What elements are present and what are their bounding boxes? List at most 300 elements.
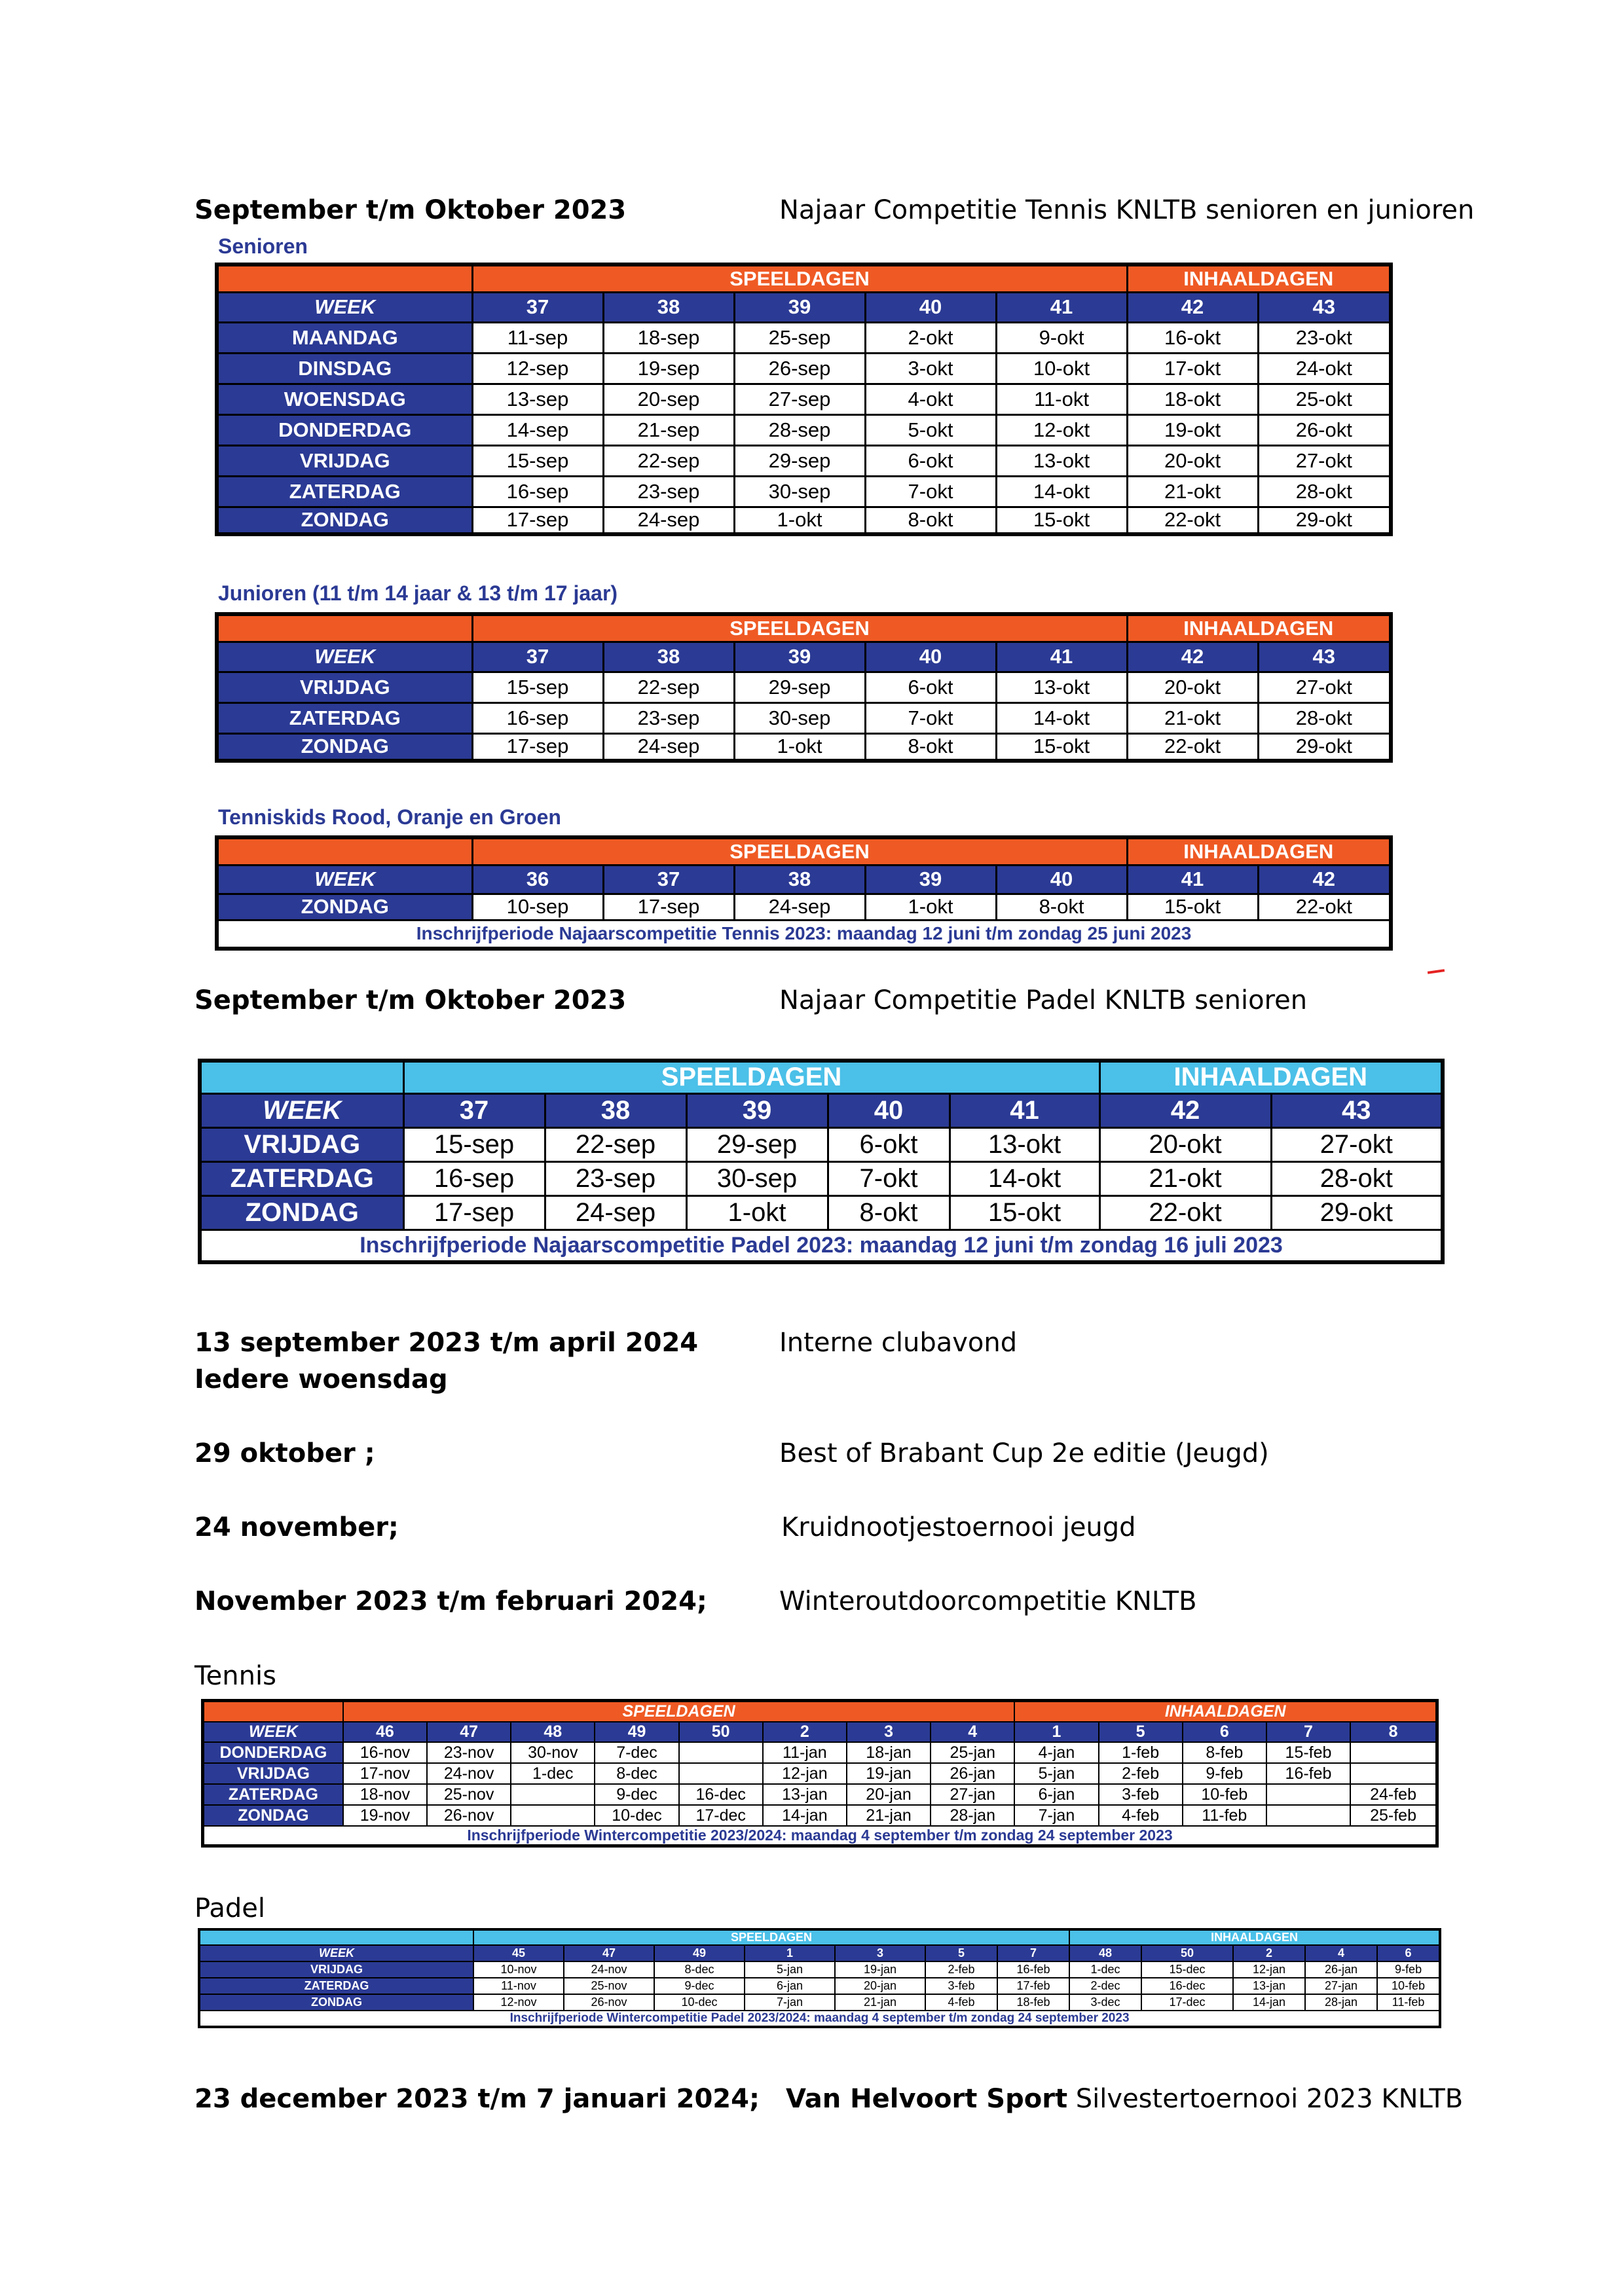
date-cell: 5-okt: [865, 414, 996, 445]
winter-tennis-week-number: 49: [595, 1722, 678, 1742]
tenniskids-row-zondag: [217, 894, 1391, 920]
day-label: DONDERDAG: [217, 414, 472, 445]
date-cell: 28-sep: [734, 414, 865, 445]
date-cell: 26-okt: [1258, 414, 1391, 445]
date-cell: 17-feb: [997, 1978, 1069, 1994]
date-cell: 8-feb: [1183, 1742, 1266, 1763]
winter-tennis-row-donderdag: [203, 1742, 1437, 1763]
day-label: DINSDAG: [217, 353, 472, 384]
padel-najaar-row-zondag: [200, 1195, 1443, 1230]
winter-tennis-row-zondag: [203, 1805, 1437, 1826]
date-cell: 7-jan: [1014, 1805, 1098, 1826]
day-label: ZONDAG: [199, 1994, 473, 2011]
brabant-date: 29 oktober ;: [194, 1438, 375, 1468]
date-cell: 8-okt: [828, 1195, 950, 1230]
date-cell: 10-nov: [473, 1961, 564, 1978]
tenniskids-corner: [217, 837, 472, 865]
date-cell: 5-jan: [745, 1961, 835, 1978]
date-cell: 21-okt: [1127, 476, 1258, 507]
date-cell: 17-okt: [1127, 353, 1258, 384]
date-cell: 24-sep: [603, 733, 734, 761]
senioren-week-label: WEEK: [217, 292, 472, 322]
padel-najaar-week-number: 40: [828, 1093, 950, 1127]
date-cell: 27-okt: [1258, 672, 1391, 702]
tenniskids-table: [215, 835, 1393, 951]
day-label: ZONDAG: [217, 894, 472, 920]
date-cell: 17-dec: [679, 1805, 763, 1826]
date-cell: 10-sep: [472, 894, 603, 920]
winter-padel-week-number: 4: [1305, 1945, 1377, 1961]
date-cell: 21-jan: [835, 1994, 925, 2011]
date-cell: 24-nov: [427, 1763, 511, 1784]
day-label: ZATERDAG: [199, 1978, 473, 1994]
date-cell: 16-sep: [472, 702, 603, 733]
junioren-inhaaldagen-header: INHAALDAGEN: [1127, 614, 1391, 642]
date-cell: 15-okt: [996, 507, 1127, 534]
junioren-week-number: 40: [865, 642, 996, 672]
winter-tennis-table: [201, 1699, 1439, 1848]
clubavond-title: Interne clubavond: [779, 1328, 1018, 1358]
date-cell: 16-feb: [997, 1961, 1069, 1978]
date-cell: 8-dec: [654, 1961, 745, 1978]
date-cell: 14-okt: [996, 702, 1127, 733]
senioren-row-donderdag: [217, 414, 1391, 445]
date-cell: 15-sep: [472, 672, 603, 702]
date-cell: 25-jan: [931, 1742, 1014, 1763]
junioren-row-zaterdag: [217, 702, 1391, 733]
winter-padel-week-number: 47: [564, 1945, 654, 1961]
date-cell: 10-okt: [996, 353, 1127, 384]
date-cell: 19-nov: [343, 1805, 427, 1826]
date-cell: 24-sep: [603, 507, 734, 534]
senioren-week-number: 39: [734, 292, 865, 322]
date-cell: 1-okt: [734, 507, 865, 534]
date-cell: 7-jan: [745, 1994, 835, 2011]
date-cell: 17-sep: [472, 507, 603, 534]
date-cell: 9-dec: [595, 1784, 678, 1805]
day-label: ZONDAG: [203, 1805, 343, 1826]
senioren-inhaaldagen-header: INHAALDAGEN: [1127, 264, 1391, 292]
date-cell: 22-sep: [603, 672, 734, 702]
date-cell: 29-okt: [1258, 507, 1391, 534]
date-cell: 12-jan: [1233, 1961, 1305, 1978]
date-cell: 20-jan: [847, 1784, 931, 1805]
date-cell: 28-okt: [1271, 1161, 1443, 1195]
date-cell: 29-okt: [1258, 733, 1391, 761]
date-cell: 1-okt: [734, 733, 865, 761]
date-cell: 28-okt: [1258, 702, 1391, 733]
date-cell: 13-jan: [763, 1784, 847, 1805]
senioren-week-number: 38: [603, 292, 734, 322]
winter-padel-week-number: 2: [1233, 1945, 1305, 1961]
senioren-row-dinsdag: [217, 353, 1391, 384]
date-cell: 16-sep: [472, 476, 603, 507]
day-label: ZONDAG: [200, 1195, 403, 1230]
tennis-subheading: Tennis: [194, 1661, 276, 1691]
date-cell: 20-jan: [835, 1978, 925, 1994]
date-cell: 18-okt: [1127, 384, 1258, 414]
date-cell: 30-sep: [734, 702, 865, 733]
date-cell: 3-dec: [1069, 1994, 1141, 2011]
date-cell: 17-dec: [1141, 1994, 1233, 2011]
silvester-event: [786, 2084, 1463, 2114]
date-cell: 20-sep: [603, 384, 734, 414]
junioren-week-label: WEEK: [217, 642, 472, 672]
day-label: DONDERDAG: [203, 1742, 343, 1763]
winter-tennis-week-number: 3: [847, 1722, 931, 1742]
winter-tennis-corner: [203, 1701, 343, 1722]
date-cell: [1350, 1742, 1437, 1763]
winter-tennis-week-number: 8: [1350, 1722, 1437, 1742]
date-cell: 1-dec: [1069, 1961, 1141, 1978]
date-cell: 26-sep: [734, 353, 865, 384]
date-cell: 9-feb: [1377, 1961, 1440, 1978]
day-label: ZATERDAG: [203, 1784, 343, 1805]
date-cell: 2-feb: [1099, 1763, 1183, 1784]
date-cell: 11-nov: [473, 1978, 564, 1994]
senioren-table: [215, 263, 1393, 536]
date-cell: 12-jan: [763, 1763, 847, 1784]
date-cell: 18-jan: [847, 1742, 931, 1763]
senioren-corner: [217, 264, 472, 292]
date-cell: 9-okt: [996, 322, 1127, 353]
date-cell: 2-feb: [925, 1961, 997, 1978]
winter-padel-registration-note: Inschrijfperiode Wintercompetitie Padel 2023/2024: maandag 4 september t/m zondag 24 september 2023: [199, 2011, 1440, 2027]
date-cell: 22-sep: [545, 1127, 686, 1161]
date-cell: 22-okt: [1258, 894, 1391, 920]
date-cell: 7-dec: [595, 1742, 678, 1763]
kruidnoot-date: 24 november;: [194, 1512, 399, 1542]
date-cell: [1266, 1805, 1350, 1826]
date-cell: 28-jan: [1305, 1994, 1377, 2011]
date-cell: 4-feb: [1099, 1805, 1183, 1826]
date-cell: 14-jan: [763, 1805, 847, 1826]
date-cell: 17-sep: [403, 1195, 545, 1230]
day-label: VRIJDAG: [199, 1961, 473, 1978]
date-cell: 18-feb: [997, 1994, 1069, 2011]
winter-padel-week-number: 5: [925, 1945, 997, 1961]
day-label: VRIJDAG: [217, 445, 472, 476]
date-cell: 29-sep: [686, 1127, 828, 1161]
day-label: ZONDAG: [217, 507, 472, 534]
date-cell: 23-nov: [427, 1742, 511, 1763]
date-cell: 27-okt: [1258, 445, 1391, 476]
date-cell: 24-sep: [545, 1195, 686, 1230]
date-cell: 13-okt: [996, 445, 1127, 476]
date-cell: 1-feb: [1099, 1742, 1183, 1763]
date-cell: 24-nov: [564, 1961, 654, 1978]
date-cell: 12-sep: [472, 353, 603, 384]
tenniskids-caption: Tenniskids Rood, Oranje en Groen: [218, 805, 561, 829]
date-cell: 25-okt: [1258, 384, 1391, 414]
senioren-row-zaterdag: [217, 476, 1391, 507]
date-cell: 11-feb: [1183, 1805, 1266, 1826]
winter-tennis-speeldagen-header: SPEELDAGEN: [343, 1701, 1015, 1722]
date-cell: [511, 1805, 595, 1826]
date-cell: 23-sep: [603, 702, 734, 733]
date-cell: 10-dec: [654, 1994, 745, 2011]
tenniskids-registration-note: Inschrijfperiode Najaarscompetitie Tennis 2023: maandag 12 juni t/m zondag 25 juni 2023: [217, 920, 1391, 949]
date-cell: 29-okt: [1271, 1195, 1443, 1230]
date-cell: 10-feb: [1183, 1784, 1266, 1805]
date-cell: 15-feb: [1266, 1742, 1350, 1763]
tennis-najaar-title: Najaar Competitie Tennis KNLTB senioren en junioren: [779, 195, 1475, 225]
day-label: ZATERDAG: [217, 476, 472, 507]
date-cell: 18-nov: [343, 1784, 427, 1805]
date-cell: 14-okt: [996, 476, 1127, 507]
date-cell: 13-sep: [472, 384, 603, 414]
date-cell: 8-dec: [595, 1763, 678, 1784]
tenniskids-week-number: 40: [996, 865, 1127, 894]
date-cell: 17-sep: [603, 894, 734, 920]
winter-padel-week-number: 6: [1377, 1945, 1440, 1961]
senioren-caption: Senioren: [218, 234, 308, 258]
winter-padel-week-number: 49: [654, 1945, 745, 1961]
padel-najaar-week-number: 42: [1099, 1093, 1271, 1127]
date-cell: 16-sep: [403, 1161, 545, 1195]
winter-tennis-week-number: 47: [427, 1722, 511, 1742]
date-cell: 17-nov: [343, 1763, 427, 1784]
winter-padel-row-zondag: [199, 1994, 1440, 2011]
date-cell: 27-jan: [931, 1784, 1014, 1805]
junioren-row-vrijdag: [217, 672, 1391, 702]
date-cell: 22-okt: [1127, 507, 1258, 534]
winter-padel-week-number: 45: [473, 1945, 564, 1961]
padel-najaar-week-number: 38: [545, 1093, 686, 1127]
date-cell: 27-sep: [734, 384, 865, 414]
winter-tennis-week-number: 48: [511, 1722, 595, 1742]
date-cell: [1266, 1784, 1350, 1805]
tenniskids-week-number: 42: [1258, 865, 1391, 894]
winter-tennis-row-vrijdag: [203, 1763, 1437, 1784]
date-cell: 8-okt: [996, 894, 1127, 920]
tenniskids-week-number: 37: [603, 865, 734, 894]
date-cell: 25-nov: [564, 1978, 654, 1994]
tenniskids-inhaaldagen-header: INHAALDAGEN: [1127, 837, 1391, 865]
date-cell: 8-okt: [865, 733, 996, 761]
date-cell: 16-okt: [1127, 322, 1258, 353]
winter-tennis-registration-note: Inschrijfperiode Wintercompetitie 2023/2024: maandag 4 september t/m zondag 24 september 2023: [203, 1826, 1437, 1846]
tenniskids-week-number: 39: [865, 865, 996, 894]
padel-najaar-title: Najaar Competitie Padel KNLTB senioren: [779, 985, 1308, 1015]
date-cell: 7-okt: [865, 476, 996, 507]
padel-najaar-row-vrijdag: [200, 1127, 1443, 1161]
date-cell: 3-okt: [865, 353, 996, 384]
padel-subheading: Padel: [194, 1893, 265, 1923]
date-cell: 3-feb: [1099, 1784, 1183, 1805]
date-cell: 20-okt: [1127, 445, 1258, 476]
date-cell: 25-feb: [1350, 1805, 1437, 1826]
winter-tennis-week-number: 4: [931, 1722, 1014, 1742]
date-cell: 16-nov: [343, 1742, 427, 1763]
date-cell: 10-dec: [595, 1805, 678, 1826]
winter-tennis-week-number: 7: [1266, 1722, 1350, 1742]
date-cell: 2-dec: [1069, 1978, 1141, 1994]
date-cell: 26-jan: [931, 1763, 1014, 1784]
date-cell: 6-okt: [865, 445, 996, 476]
winter-tennis-week-number: 1: [1014, 1722, 1098, 1742]
date-cell: 21-okt: [1099, 1161, 1271, 1195]
date-cell: 22-okt: [1127, 733, 1258, 761]
date-cell: 28-okt: [1258, 476, 1391, 507]
winter-padel-inhaaldagen-header: INHAALDAGEN: [1069, 1929, 1440, 1945]
date-cell: 16-dec: [1141, 1978, 1233, 1994]
date-cell: 30-sep: [686, 1161, 828, 1195]
date-cell: 23-okt: [1258, 322, 1391, 353]
junioren-caption: Junioren (11 t/m 14 jaar & 13 t/m 17 jaar): [218, 581, 618, 605]
winter-tennis-week-number: 5: [1099, 1722, 1183, 1742]
padel-najaar-corner: [200, 1061, 403, 1093]
winter-padel-table: [198, 1928, 1441, 2028]
date-cell: 15-dec: [1141, 1961, 1233, 1978]
date-cell: 4-okt: [865, 384, 996, 414]
kruidnoot-title: Kruidnootjestoernooi jeugd: [781, 1512, 1136, 1542]
date-cell: 11-okt: [996, 384, 1127, 414]
padel-najaar-row-zaterdag: [200, 1161, 1443, 1195]
padel-najaar-inhaaldagen-header: INHAALDAGEN: [1099, 1061, 1443, 1093]
padel-najaar-speeldagen-header: SPEELDAGEN: [403, 1061, 1099, 1093]
senioren-speeldagen-header: SPEELDAGEN: [472, 264, 1127, 292]
padel-najaar-week-label: WEEK: [200, 1093, 403, 1127]
date-cell: 22-sep: [603, 445, 734, 476]
date-cell: 12-okt: [996, 414, 1127, 445]
date-cell: 6-jan: [1014, 1784, 1098, 1805]
date-cell: 4-jan: [1014, 1742, 1098, 1763]
date-cell: 20-okt: [1127, 672, 1258, 702]
padel-najaar-registration-note: Inschrijfperiode Najaarscompetitie Padel 2023: maandag 12 juni t/m zondag 16 juli 2023: [200, 1230, 1443, 1262]
winter-padel-week-number: 3: [835, 1945, 925, 1961]
date-cell: 1-dec: [511, 1763, 595, 1784]
clubavond-frequency: Iedere woensdag: [194, 1364, 448, 1394]
date-cell: 24-sep: [734, 894, 865, 920]
date-cell: 14-sep: [472, 414, 603, 445]
date-cell: 11-feb: [1377, 1994, 1440, 2011]
date-cell: 20-okt: [1099, 1127, 1271, 1161]
date-cell: 19-jan: [847, 1763, 931, 1784]
date-cell: 26-nov: [427, 1805, 511, 1826]
winter-tennis-week-number: 6: [1183, 1722, 1266, 1742]
date-cell: 9-feb: [1183, 1763, 1266, 1784]
date-cell: 23-sep: [545, 1161, 686, 1195]
date-cell: [679, 1763, 763, 1784]
junioren-week-number: 39: [734, 642, 865, 672]
date-cell: 29-sep: [734, 672, 865, 702]
date-cell: 28-jan: [931, 1805, 1014, 1826]
senioren-row-zondag: [217, 507, 1391, 534]
date-cell: 24-feb: [1350, 1784, 1437, 1805]
junioren-week-number: 43: [1258, 642, 1391, 672]
date-cell: 15-sep: [403, 1127, 545, 1161]
date-cell: 21-jan: [847, 1805, 931, 1826]
date-cell: 13-okt: [950, 1127, 1099, 1161]
junioren-row-zondag: [217, 733, 1391, 761]
date-cell: 11-jan: [763, 1742, 847, 1763]
date-cell: 14-jan: [1233, 1994, 1305, 2011]
winter-padel-row-vrijdag: [199, 1961, 1440, 1978]
date-cell: 13-jan: [1233, 1978, 1305, 1994]
date-cell: 19-jan: [835, 1961, 925, 1978]
date-cell: 1-okt: [865, 894, 996, 920]
winter-tennis-inhaaldagen-header: INHAALDAGEN: [1014, 1701, 1437, 1722]
day-label: MAANDAG: [217, 322, 472, 353]
date-cell: 12-nov: [473, 1994, 564, 2011]
date-cell: 19-okt: [1127, 414, 1258, 445]
date-cell: 19-sep: [603, 353, 734, 384]
winter-tennis-row-zaterdag: [203, 1784, 1437, 1805]
date-cell: 30-nov: [511, 1742, 595, 1763]
winter-title: Winteroutdoorcompetitie KNLTB: [779, 1586, 1197, 1616]
date-cell: 6-okt: [828, 1127, 950, 1161]
day-label: VRIJDAG: [217, 672, 472, 702]
date-cell: 6-okt: [865, 672, 996, 702]
winter-date: November 2023 t/m februari 2024;: [194, 1586, 707, 1616]
date-cell: 1-okt: [686, 1195, 828, 1230]
date-cell: 27-jan: [1305, 1978, 1377, 1994]
date-cell: 6-jan: [745, 1978, 835, 1994]
date-cell: [1350, 1763, 1437, 1784]
senioren-week-number: 41: [996, 292, 1127, 322]
silvester-title: Silvestertoernooi 2023 KNLTB: [1075, 2084, 1464, 2114]
date-cell: 5-jan: [1014, 1763, 1098, 1784]
date-cell: [679, 1742, 763, 1763]
date-cell: 25-sep: [734, 322, 865, 353]
padel-najaar-week-number: 37: [403, 1093, 545, 1127]
date-cell: 15-okt: [950, 1195, 1099, 1230]
date-cell: 16-dec: [679, 1784, 763, 1805]
padel-najaar-week-number: 39: [686, 1093, 828, 1127]
winter-padel-row-zaterdag: [199, 1978, 1440, 1994]
date-cell: 21-sep: [603, 414, 734, 445]
senioren-row-maandag: [217, 322, 1391, 353]
senioren-week-number: 42: [1127, 292, 1258, 322]
winter-padel-week-number: 50: [1141, 1945, 1233, 1961]
date-cell: 3-feb: [925, 1978, 997, 1994]
date-cell: 21-okt: [1127, 702, 1258, 733]
tenniskids-week-number: 36: [472, 865, 603, 894]
padel-najaar-table: [198, 1059, 1445, 1264]
date-cell: 15-okt: [1127, 894, 1258, 920]
date-cell: 25-nov: [427, 1784, 511, 1805]
day-label: ZATERDAG: [217, 702, 472, 733]
date-cell: 24-okt: [1258, 353, 1391, 384]
date-cell: 10-feb: [1377, 1978, 1440, 1994]
junioren-week-number: 42: [1127, 642, 1258, 672]
clubavond-date: 13 september 2023 t/m april 2024: [194, 1328, 699, 1358]
junioren-week-number: 38: [603, 642, 734, 672]
date-cell: 11-sep: [472, 322, 603, 353]
senioren-week-number: 37: [472, 292, 603, 322]
date-cell: 30-sep: [734, 476, 865, 507]
padel-najaar-week-number: 41: [950, 1093, 1099, 1127]
date-cell: 26-jan: [1305, 1961, 1377, 1978]
winter-padel-week-number: 1: [745, 1945, 835, 1961]
date-cell: 2-okt: [865, 322, 996, 353]
winter-padel-week-number: 48: [1069, 1945, 1141, 1961]
date-cell: 9-dec: [654, 1978, 745, 1994]
date-cell: 23-sep: [603, 476, 734, 507]
winter-padel-week-label: WEEK: [199, 1945, 473, 1961]
tenniskids-speeldagen-header: SPEELDAGEN: [472, 837, 1127, 865]
day-label: WOENSDAG: [217, 384, 472, 414]
date-cell: 7-okt: [865, 702, 996, 733]
tenniskids-week-label: WEEK: [217, 865, 472, 894]
winter-tennis-week-label: WEEK: [203, 1722, 343, 1742]
date-cell: [511, 1784, 595, 1805]
date-cell: 17-sep: [472, 733, 603, 761]
silvester-date: 23 december 2023 t/m 7 januari 2024;: [194, 2084, 760, 2114]
date-cell: 14-okt: [950, 1161, 1099, 1195]
winter-tennis-week-number: 46: [343, 1722, 427, 1742]
